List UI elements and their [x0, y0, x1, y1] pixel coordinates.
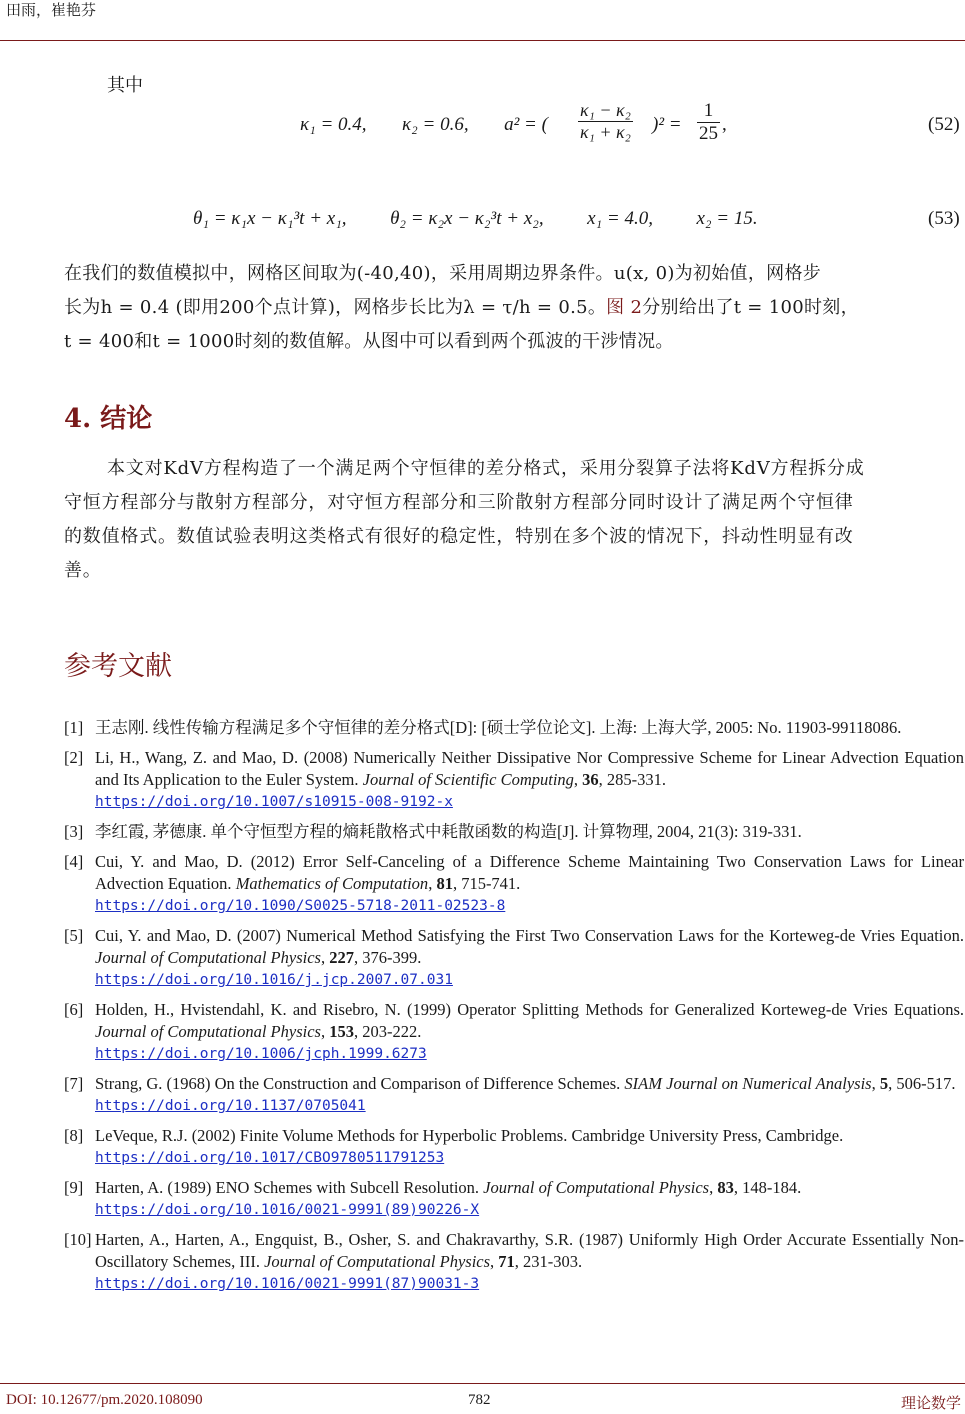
eq52-kappa2: κ₂ = 0.6, [402, 114, 469, 135]
reference-pages: , 285-331. [598, 770, 667, 789]
reference-journal: Journal of Computational Physics [483, 1178, 710, 1197]
reference-journal: Journal of Scientific Computing [362, 770, 574, 789]
reference-number: [3] [64, 822, 84, 841]
reference-item [64, 821, 964, 843]
reference-item: [9] Harten, A. (1989) ENO Schemes with Subcell Resolution. Journal of Computational Physics, 83, 148-184. https://doi.org/10.1016/0021-9991(89)90226-X [64, 1177, 964, 1221]
reference-number: [2] [64, 748, 84, 767]
para2-line4: 善。 [64, 560, 102, 581]
eq53-x2: x₂ = 15. [696, 208, 758, 229]
reference-doi-link[interactable]: https://doi.org/10.1016/0021-9991(89)90226-X [95, 1202, 480, 1218]
reference-item: [2] Li, H., Wang, Z. and Mao, D. (2008) Numerically Neither Dissipative Nor Compressive Scheme for Linear Advection Equation and Its Application to the Euler System. Journal of Scientific Computing, 36, 285-331. https://doi.org/10.1007/s10915-008-9192-x [64, 747, 964, 813]
reference-journal: Journal of Computational Physics [264, 1252, 491, 1271]
reference-journal: SIAM Journal on Numerical Analysis [624, 1074, 872, 1093]
reference-number: [5] [64, 926, 84, 945]
reference-number: [10] [64, 1230, 92, 1249]
eq52-frac-numerator: κ₁ − κ₂ [580, 100, 631, 120]
reference-text: Cui, Y. and Mao, D. (2007) Numerical Method Satisfying the First Two Conservation Laws for the Korteweg-de Vries Equation. [95, 926, 964, 945]
references-heading: 参考文献 [64, 651, 172, 682]
eq52-frac-denominator: κ₁ + κ₂ [580, 122, 631, 142]
reference-number: [4] [64, 852, 84, 871]
reference-number: [7] [64, 1074, 84, 1093]
reference-text: 李红霞, 茅德康. 单个守恒型方程的熵耗散格式中耗散函数的构造[J]. 计算物理, 2004, 21(3): 319-331. [95, 822, 802, 841]
eq52-frac25-numerator: 1 [697, 100, 720, 123]
reference-doi-link[interactable]: https://doi.org/10.1006/jcph.1999.6273 [95, 1046, 427, 1062]
reference-text: LeVeque, R.J. (2002) Finite Volume Methods for Hyperbolic Problems. Cambridge University Press, Cambridge. [95, 1126, 844, 1145]
reference-pages: , 203-222. [353, 1022, 422, 1041]
equation-number-52: (52) [928, 114, 960, 135]
reference-text: Strang, G. (1968) On the Construction and Comparison of Difference Schemes. [95, 1074, 625, 1093]
eq52-kappa1: κ₁ = 0.4, [300, 114, 367, 135]
footer-page-number: 782 [468, 1392, 491, 1408]
eq53-theta2: θ₂ = κ₂x − κ₂³t + x₂, [390, 208, 544, 229]
reference-doi-link[interactable]: https://doi.org/10.1016/0021-9991(87)90031-3 [95, 1276, 480, 1292]
eq52-fraction-kappa [578, 100, 633, 143]
equation-number-53: (53) [928, 208, 960, 229]
eq52-fraction-25 [697, 100, 720, 145]
reference-journal: Journal of Computational Physics [95, 948, 321, 967]
reference-pages: , 376-399. [353, 948, 422, 967]
reference-text: 王志刚. 线性传输方程满足多个守恒律的差分格式[D]: [硕士学位论文]. 上海: 上海大学, 2005: No. 11903-99118086. [95, 718, 902, 737]
reference-volume: 153 [329, 1022, 354, 1041]
eq52-a2-right: )² = [652, 114, 682, 135]
running-header-authors: 田雨，崔艳芬 [6, 1, 97, 19]
reference-volume: 81 [436, 874, 453, 893]
reference-text: Harten, A., Harten, A., Engquist, B., Osher, S. and Chakravarthy, S.R. (1987) Uniformly High Order Accurate Essentially Non-Oscillatory Schemes, III. [95, 1230, 964, 1271]
equation-52 [300, 114, 548, 136]
eq53-x1: x₁ = 4.0, [587, 208, 653, 229]
reference-item [64, 1125, 964, 1169]
reference-text: Li, H., Wang, Z. and Mao, D. (2008) Numerically Neither Dissipative Nor Compressive Scheme for Linear Advection Equation and Its Application to the Euler System. [95, 748, 964, 789]
header-rule [0, 40, 965, 41]
reference-pages: , 715-741. [452, 874, 521, 893]
reference-pages: , 148-184. [733, 1178, 802, 1197]
footer-rule [0, 1383, 965, 1384]
reference-doi-link[interactable]: https://doi.org/10.1137/0705041 [95, 1098, 366, 1114]
para2-line3: 的数值格式。数值试验表明这类格式有很好的稳定性，特别在多个波的情况下，抖动性明显有改 [64, 526, 854, 547]
reference-text: Holden, H., Hvistendahl, K. and Risebro, N. (1999) Operator Splitting Methods for Generalized Korteweg-de Vries Equations. [95, 1000, 964, 1019]
equation-53 [193, 208, 758, 230]
reference-journal: Mathematics of Computation [235, 874, 429, 893]
reference-item: [4] Cui, Y. and Mao, D. (2012) Error Self-Canceling of a Difference Scheme Maintaining Two Conservation Laws for Linear Advection Equation. Mathematics of Computation, 81, 715-741. https://doi.org/10.1090/S0025-5718-2011-02523-8 [64, 851, 964, 917]
footer-journal-name: 理论数学 [900, 1394, 961, 1412]
para2-line1: 本文对KdV方程构造了一个满足两个守恒律的差分格式，采用分裂算子法将KdV方程拆分成 [107, 458, 865, 479]
eq52-frac25-denominator: 25 [699, 123, 718, 144]
paragraph-numerical-setup [64, 257, 964, 359]
eq52-tail: , [722, 114, 727, 135]
reference-number: [9] [64, 1178, 84, 1197]
para1-line2-b: 分别给出了t = 100时刻， [642, 297, 859, 318]
paragraph-conclusion [64, 452, 964, 588]
reference-number: [6] [64, 1000, 84, 1019]
para1-line1: 在我们的数值模拟中，网格区间取为(-40,40)，采用周期边界条件。u(x, 0)为初始值，网格步 [64, 263, 822, 284]
reference-doi-link[interactable]: https://doi.org/10.1090/S0025-5718-2011-02523-8 [95, 898, 506, 914]
reference-volume: 36 [582, 770, 599, 789]
section-4-heading: 4. 结论 [64, 404, 153, 434]
reference-pages: , 231-303. [514, 1252, 583, 1271]
reference-item: [7] Strang, G. (1968) On the Construction and Comparison of Difference Schemes. SIAM Journal on Numerical Analysis, 5, 506-517. https://doi.org/10.1137/0705041 [64, 1073, 964, 1117]
para1-line2-a: 长为h = 0.4 (即用200个点计算)，网格步长比为λ = τ/h = 0.5。 [64, 297, 607, 318]
reference-item: [10] Harten, A., Harten, A., Engquist, B., Osher, S. and Chakravarthy, S.R. (1987) Uniformly High Order Accurate Essentially Non-Oscillatory Schemes, III. Journal of Computational Physics, 71, 231-303. https://doi.org/10.1016/0021-9991(87)90031-3 [64, 1229, 964, 1295]
reference-journal: Journal of Computational Physics [95, 1022, 321, 1041]
reference-text: Cui, Y. and Mao, D. (2012) Error Self-Canceling of a Difference Scheme Maintaining Two Conservation Laws for Linear Advection Equation. [95, 852, 964, 893]
reference-volume: 5 [879, 1074, 889, 1093]
reference-item: [5] Cui, Y. and Mao, D. (2007) Numerical Method Satisfying the First Two Conservation Laws for the Korteweg-de Vries Equation. Journal of Computational Physics, 227, 376-399. https://doi.org/10.1016/j.jcp.2007.07.031 [64, 925, 964, 991]
reference-number: [1] [64, 718, 84, 737]
reference-item [64, 717, 964, 739]
para1-line2 [64, 291, 964, 325]
figure-2-link[interactable]: 图 2 [606, 297, 643, 318]
reference-number: [8] [64, 1126, 84, 1145]
eq52-a2-left: a² = ( [504, 114, 548, 135]
reference-volume: 227 [329, 948, 354, 967]
footer-doi[interactable]: DOI: 10.12677/pm.2020.108090 [6, 1392, 203, 1408]
para1-line3: t = 400和t = 1000时刻的数值解。从图中可以看到两个孤波的干涉情况。 [64, 331, 674, 352]
reference-item: [6] Holden, H., Hvistendahl, K. and Risebro, N. (1999) Operator Splitting Methods for Generalized Korteweg-de Vries Equations. Journal of Computational Physics, 153, 203-222. https://doi.org/10.1006/jcph.1999.6273 [64, 999, 964, 1065]
eq53-theta1: θ₁ = κ₁x − κ₁³t + x₁, [193, 208, 347, 229]
reference-pages: , 506-517. [888, 1074, 956, 1093]
reference-list [64, 717, 964, 1303]
reference-doi-link[interactable]: https://doi.org/10.1007/s10915-008-9192-x [95, 794, 453, 810]
reference-doi-link[interactable]: https://doi.org/10.1017/CBO9780511791253 [95, 1150, 445, 1166]
reference-text: Harten, A. (1989) ENO Schemes with Subcell Resolution. [95, 1178, 484, 1197]
intro-word: 其中 [107, 75, 143, 96]
reference-volume: 83 [717, 1178, 734, 1197]
reference-volume: 71 [498, 1252, 515, 1271]
reference-doi-link[interactable]: https://doi.org/10.1016/j.jcp.2007.07.031 [95, 972, 453, 988]
para2-line2: 守恒方程部分与散射方程部分，对守恒方程部分和三阶散射方程部分同时设计了满足两个守恒律 [64, 492, 854, 513]
